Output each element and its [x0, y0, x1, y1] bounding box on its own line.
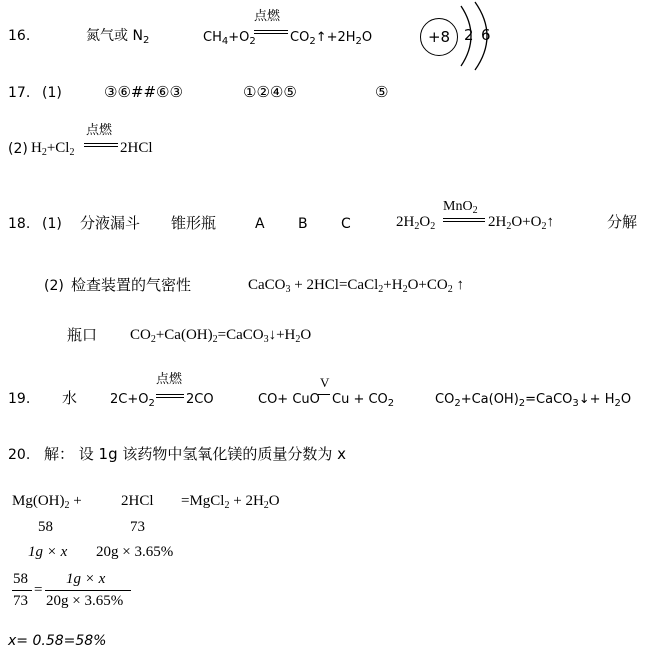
q17-number: 17.	[8, 85, 31, 101]
q16-condition: 点燃	[254, 9, 281, 24]
q16-answer: 氮气或 $N_2$	[86, 28, 150, 46]
q18-reaction-type: 分解	[607, 213, 638, 231]
q19-eq1-left: $2C+O_2$	[110, 392, 155, 409]
q19-condition: 点燃	[156, 372, 183, 387]
q19-eq2-right: $Cu + CO_2$	[332, 392, 395, 409]
q18-word-2: 锥形瓶	[171, 214, 217, 232]
q18-check: 检查装置的气密性	[71, 276, 192, 294]
q17-condition: 点燃	[86, 123, 113, 138]
q18-bottle: 瓶口	[67, 326, 98, 344]
q18-catalyst: MnO$_2$	[443, 199, 478, 216]
q17-eq-left: $H_2+Cl_2$	[31, 140, 75, 158]
q20-frac-left-bar	[12, 590, 32, 591]
q18-eq-left: $2H_2O_2$	[396, 214, 436, 232]
q19-eq2-left: CO+ CuO	[258, 392, 320, 407]
q17-answer-3: ⑤	[375, 83, 389, 101]
q18-part1: (1)	[42, 216, 62, 232]
q20-eq-hcl: 2HCl	[121, 493, 154, 509]
q19-eq1-right: 2CO	[186, 392, 214, 407]
q16-equals	[254, 30, 288, 34]
q18-number: 18.	[8, 216, 31, 232]
q20-frac-left-num: 58	[13, 571, 28, 587]
q16-equation-left: $CH_4+O_2$	[203, 30, 256, 47]
q20-equals: =	[34, 582, 43, 598]
q19-number: 19.	[8, 391, 31, 407]
q18-part2: (2)	[44, 278, 64, 294]
q18-word-1: 分液漏斗	[80, 214, 141, 232]
q19-eq2-line	[318, 394, 330, 395]
q20-value-1: 1g × x	[28, 544, 68, 560]
q17-part1: (1)	[42, 85, 62, 101]
q20-frac-right-den: 20g × 3.65%	[46, 593, 124, 609]
q18-eq2: CaCO$_3$ + $2HCl=CaCl_2+H_2O+CO_2$ ↑	[248, 277, 464, 295]
q18-eq3: $CO_2+Ca(OH)_2=CaCO_3↓+H_2O$	[130, 327, 312, 345]
q20-result: x= 0.58=58%	[8, 633, 107, 649]
q18-choice-a: A	[255, 216, 265, 232]
q20-frac-right-bar	[45, 590, 131, 591]
q18-eq-right: $2H_2O+O_2↑$	[488, 214, 554, 232]
q19-eq2-condition: V	[320, 375, 330, 390]
shell-2-count: 6	[481, 26, 491, 44]
q20-frac-left-den: 73	[13, 593, 28, 609]
q17-equals	[84, 143, 118, 147]
q16-number: 16.	[8, 28, 31, 44]
q19-equals	[156, 394, 184, 398]
q20-mass-1: 58	[38, 519, 53, 535]
q20-frac-right-num: 1g × x	[66, 571, 106, 587]
q20-eq-right: =MgCl$_2$ + $2H_2O$	[181, 493, 280, 511]
q20-value-2: 20g × 3.65%	[96, 544, 174, 560]
q20-eq-mg: $Mg(OH)_2$ +	[12, 493, 82, 511]
electron-shells-icon	[455, 0, 500, 75]
q20-mass-2: 73	[130, 519, 145, 535]
q18-choice-b: B	[298, 216, 308, 232]
q17-eq-right: 2HCl	[120, 140, 153, 156]
shell-1-count: 2	[464, 26, 474, 44]
q19-eq3: $CO_2+Ca(OH)_2=CaCO_3↓+ H_2O$	[435, 392, 632, 409]
q20-intro: 解： 设 1g 该药物中氢氧化镁的质量分数为 x	[44, 445, 347, 463]
q17-answer-1: ③⑥##⑥③	[104, 83, 183, 101]
q19-water: 水	[62, 389, 78, 407]
q20-number: 20.	[8, 447, 31, 463]
q17-part2: (2)	[8, 141, 28, 157]
q16-equation-right: $CO_2↑+2H_2O$	[290, 30, 373, 47]
q17-answer-2: ①②④⑤	[243, 83, 297, 101]
q18-choice-c: C	[341, 216, 351, 232]
oxygen-nucleus: +8	[420, 18, 458, 56]
q18-equals	[443, 218, 485, 222]
